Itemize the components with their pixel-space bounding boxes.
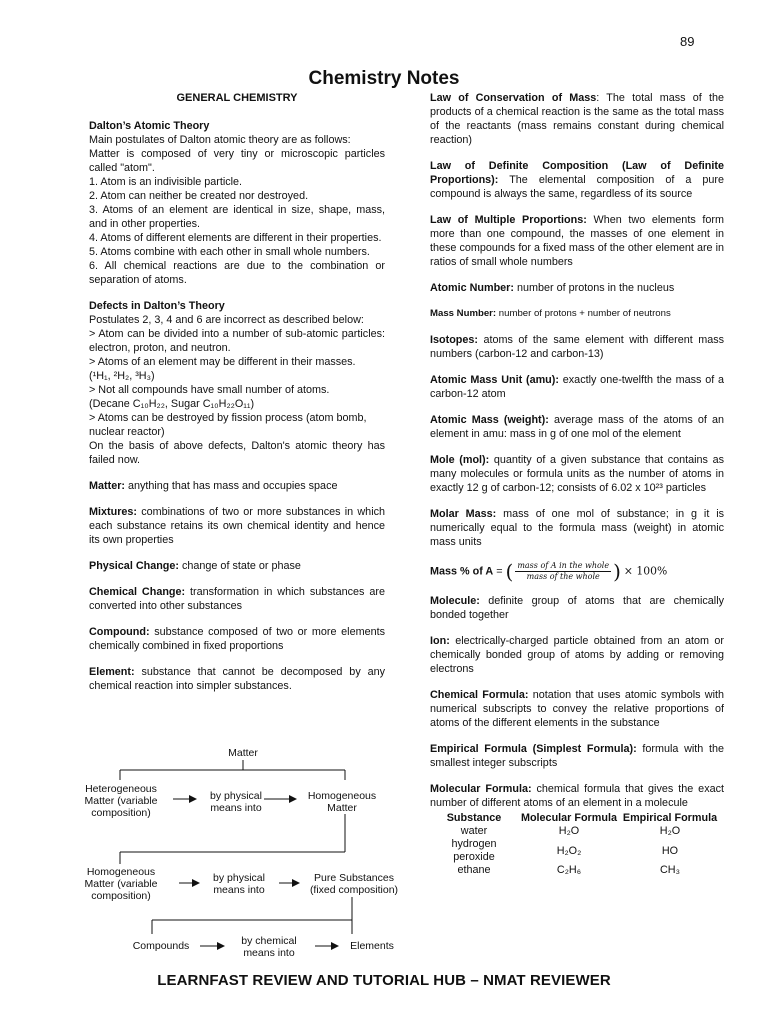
definition-atomic-mass xyxy=(430,413,724,441)
definition-multiple-proportions xyxy=(430,213,724,269)
definition-text: combinations of two or more substances in which each substance retains its own chemical identity and hence its own properties xyxy=(89,506,385,546)
definition-text: substance that cannot be decomposed by any chemical reaction into simpler substances. xyxy=(89,666,385,692)
dalton-line: 3. Atoms of an element are identical in size, shape, mass, and in other properties. xyxy=(89,204,385,230)
definition-text: number of protons in the nucleus xyxy=(513,282,675,294)
definition-term: Mixtures: xyxy=(89,506,137,518)
definition-text: quantity of a given substance that contains as many molecules or formula units as the number of atoms in exactly 12 g of carbon-12; consists of 6.02 x 10²³ particles xyxy=(430,454,724,494)
definition-text: atoms of the same element with different mass numbers (carbon-12 and carbon-13) xyxy=(430,334,724,360)
page-number: 89 xyxy=(680,34,695,49)
definition-term: Chemical Change: xyxy=(89,586,186,598)
definition-isotopes xyxy=(430,333,724,361)
definition-text: transformation in which substances are converted into other substances xyxy=(89,586,385,612)
dalton-line: Matter is composed of very tiny or microscopic particles called "atom". xyxy=(89,148,385,174)
left-column xyxy=(89,91,385,693)
dalton-line: 2. Atom can neither be created nor destroyed. xyxy=(89,190,309,202)
definition-text: notation that uses atomic symbols with numerical subscripts to convey the relative proportions of atoms of the different elements in the substance xyxy=(430,689,724,729)
definition-chemical-formula xyxy=(430,688,724,730)
definition-definite-composition xyxy=(430,159,724,201)
table-cell: H₂O xyxy=(659,825,681,837)
definition-term: Mole (mol): xyxy=(430,454,490,466)
dalton-heading: Dalton’s Atomic Theory xyxy=(89,120,210,132)
definition-term: Mass Number: xyxy=(430,308,497,319)
table-header-cell: Molecular Formula xyxy=(520,812,617,824)
isotope-examples: (¹H₁, ²H₂, ³H₃) xyxy=(89,370,155,382)
definition-molecule xyxy=(430,594,724,622)
right-column xyxy=(430,91,724,877)
table-cell: C₂H₆ xyxy=(556,864,582,876)
definition-term: Law of Definite Composition (Law of Definite Proportions): xyxy=(430,160,724,186)
definition-term: Law of Conservation of Mass xyxy=(430,92,597,104)
definition-atomic-number xyxy=(430,281,724,295)
definition-text: average mass of the atoms of an element in amu: mass in g of one mol of the element xyxy=(430,414,724,440)
diagram-edge-by-physical: by physical means into xyxy=(210,790,262,814)
formula-denominator: mass of the whole xyxy=(526,572,600,581)
table-row xyxy=(430,838,720,864)
formula-numerator: mass of A in the whole xyxy=(517,561,610,570)
diagram-lines xyxy=(82,742,412,967)
definition-term: Matter: xyxy=(89,480,125,492)
definition-compound xyxy=(89,625,385,653)
definition-text: change of state or phase xyxy=(179,560,301,572)
section-heading: GENERAL CHEMISTRY xyxy=(176,92,298,104)
table-cell: H₂O xyxy=(558,825,580,837)
definition-term: Element: xyxy=(89,666,135,678)
definition-matter xyxy=(89,479,385,493)
definition-text: substance composed of two or more elements chemically combined in fixed proportions xyxy=(89,626,385,652)
dalton-line: 1. Atom is an indivisible particle. xyxy=(89,176,243,188)
definition-mixtures xyxy=(89,505,385,547)
definition-text: When two elements form more than one compound, the masses of one element in these compounds for a fixed mass of the other element are in ratios of small whole numbers xyxy=(430,214,724,268)
diagram-node-pure-substances: Pure Substances (fixed composition) xyxy=(309,872,399,896)
table-cell: hydrogen peroxide xyxy=(451,838,497,863)
definition-text: number of protons + number of neutrons xyxy=(496,308,671,319)
definition-molar-mass xyxy=(430,507,724,549)
formula-fraction xyxy=(515,561,611,582)
definition-term: Chemical Formula: xyxy=(430,689,529,701)
definition-term: Isotopes: xyxy=(430,334,478,346)
definition-amu xyxy=(430,373,724,401)
table-cell: water xyxy=(460,825,488,837)
mass-percent-formula: Mass % of A = ( $\frac{\text{mass of A in the whole}}{\text{mass of the whole}}$ ) × 100% xyxy=(430,559,668,584)
definition-empirical-formula xyxy=(430,742,724,770)
definition-molecular-formula xyxy=(430,782,724,810)
diagram-node-homogeneous-variable: Homogeneous Matter (variable composition) xyxy=(84,866,158,902)
definition-text: The elemental composition of a pure compound is always the same, regardless of its source xyxy=(430,174,724,200)
formula-equals: = xyxy=(493,565,506,578)
definition-term: Molecular Formula: xyxy=(430,783,532,795)
definition-term: Atomic Mass (weight): xyxy=(430,414,549,426)
defects-line: > Atoms of an element may be different in their masses. xyxy=(89,356,356,368)
definition-element xyxy=(89,665,385,693)
diagram-node-homogeneous: Homogeneous Matter xyxy=(307,790,377,814)
definition-text: chemical formula that gives the exact number of different atoms of an element in a molecule xyxy=(430,783,724,809)
table-header-row xyxy=(430,812,720,825)
diagram-node-matter: Matter xyxy=(228,747,258,759)
dalton-line: 6. All chemical reactions are due to the combination or separation of atoms. xyxy=(89,260,385,286)
definition-term: Atomic Mass Unit (amu): xyxy=(430,374,559,386)
definition-text: anything that has mass and occupies space xyxy=(125,480,338,492)
document-title: Chemistry Notes xyxy=(308,68,460,89)
definition-term: Law of Multiple Proportions: xyxy=(430,214,587,226)
defects-heading: Defects in Dalton’s Theory xyxy=(89,300,225,312)
table-cell: H₂O₂ xyxy=(556,844,582,857)
dalton-line: 5. Atoms combine with each other in small whole numbers. xyxy=(89,246,370,258)
definition-term: Molar Mass: xyxy=(430,508,497,520)
defects-line: > Atoms can be destroyed by fission process (atom bomb, nuclear reactor) xyxy=(89,412,367,438)
definition-term: Atomic Number: xyxy=(430,282,514,294)
table-row xyxy=(430,864,720,877)
formula-table xyxy=(430,812,720,877)
definition-text: exactly one-twelfth the mass of a carbon-12 atom xyxy=(430,374,725,400)
diagram-node-elements: Elements xyxy=(350,940,394,952)
definition-physical-change xyxy=(89,559,385,573)
definition-mole xyxy=(430,453,724,495)
table-cell: CH₃ xyxy=(659,864,680,876)
formula-term: Mass % of A xyxy=(430,565,494,578)
table-header-cell: Substance xyxy=(446,812,502,824)
definition-term: Molecule: xyxy=(430,595,480,607)
page-footer: LEARNFAST REVIEW AND TUTORIAL HUB – NMAT REVIEWER xyxy=(157,972,611,989)
table-cell: HO xyxy=(661,844,679,857)
diagram-edge-by-chemical: by chemical means into xyxy=(241,935,297,959)
definition-conservation-of-mass xyxy=(430,91,724,147)
definition-text: electrically-charged particle obtained from an atom or chemically bonded group of atoms by adding or removing electrons xyxy=(430,635,724,675)
defects-line: On the basis of above defects, Dalton's atomic theory has failed now. xyxy=(89,440,385,466)
dalton-line: Main postulates of Dalton atomic theory are as follows: xyxy=(89,134,351,146)
definition-text: definite group of atoms that are chemically bonded together xyxy=(430,595,724,621)
definition-text: mass of one mol of substance; in g it is numerically equal to the formula mass (weight) in atomic mass units xyxy=(430,508,724,548)
table-cell: ethane xyxy=(457,864,491,876)
diagram-node-heterogeneous: Heterogeneous Matter (variable composition) xyxy=(84,783,158,819)
definition-term: Compound: xyxy=(89,626,150,638)
defects-line: > Not all compounds have small number of atoms. xyxy=(89,384,330,396)
definition-term: Physical Change: xyxy=(89,560,180,572)
defects-line: Postulates 2, 3, 4 and 6 are incorrect as described below: xyxy=(89,314,364,326)
definition-term: Empirical Formula (Simplest Formula): xyxy=(430,743,637,755)
definition-chemical-change xyxy=(89,585,385,613)
diagram-node-compounds: Compounds xyxy=(132,940,190,952)
table-row xyxy=(430,825,720,838)
diagram-edge-by-physical: by physical means into xyxy=(213,872,265,896)
definition-text: formula with the smallest integer subscripts xyxy=(430,743,724,769)
definition-term: Ion: xyxy=(430,635,450,647)
formula-times: × 100% xyxy=(623,564,668,578)
matter-classification-diagram xyxy=(82,742,412,967)
definition-text: : The total mass of the products of a chemical reaction is the same as the total mass of the reactants (mass remains constant during chemical reaction) xyxy=(430,92,724,146)
defects-line: > Atom can be divided into a number of sub-atomic particles: electron, proton, and neutron. xyxy=(89,328,385,354)
dalton-line: 4. Atoms of different elements are different in their properties. xyxy=(89,232,382,244)
definition-ion xyxy=(430,634,724,676)
definition-mass-number xyxy=(430,307,724,321)
compound-examples: (Decane C₁₀H₂₂, Sugar C₁₀H₂₂O₁₁) xyxy=(89,398,255,410)
table-header-cell: Empirical Formula xyxy=(622,812,718,824)
